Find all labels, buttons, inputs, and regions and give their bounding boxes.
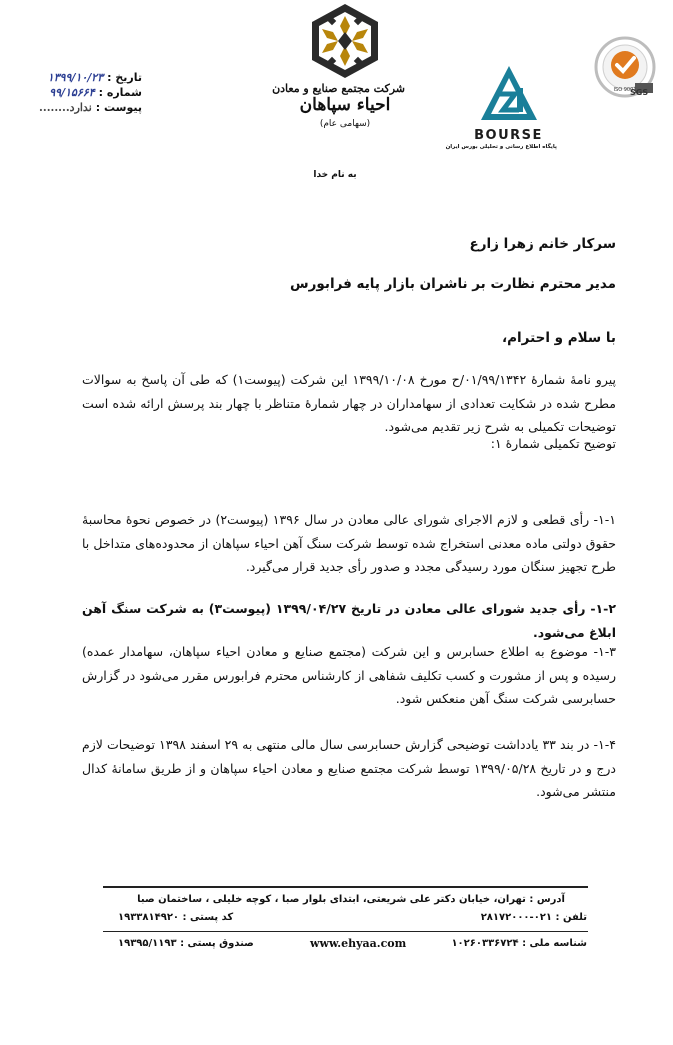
greeting: با سلام و احترام،: [502, 330, 616, 346]
bourse-logo: [445, 64, 557, 161]
footer-postal-code: کد پستی : ۱۹۳۳۸۱۴۹۲۰: [118, 912, 234, 923]
bismillah: به نام خدا: [313, 170, 357, 180]
footer-address: آدرس : تهران، خیابان دکتر علی شریعتی، ابتدای بلوار صبا ، کوچه خلیلی ، ساختمان صبا: [137, 894, 565, 905]
number-value: ۹۹/۱۵۶۶۴: [49, 86, 95, 99]
date-row: [12, 70, 142, 85]
paragraph-1-1: ۱-۱- رأی قطعی و لازم الاجرای شورای عالی معادن در سال ۱۳۹۶ (پیوست۲) در خصوص نحوهٔ محاسبهٔ حقوق دولتی ماده معدنی استخراج شده توسط شرکت سنگ آهن احیاء سپاهان از محدوده‌های متداخل با طرح تجهیز سنگان مورد رسیدگی مجدد و صدور رأی جدید قرار می‌گیرد.: [82, 512, 616, 574]
footer-po-box: صندوق پستی : ۱۹۳۹۵/۱۱۹۳: [118, 938, 254, 949]
date-value: ۱۳۹۹/۱۰/۲۳: [47, 71, 104, 84]
number-row: [12, 85, 142, 100]
recipient-name: سرکار خانم زهرا زارع: [469, 236, 616, 252]
paragraph-1-2: ۱-۲- رأی جدید شورای عالی معادن در تاریخ ۱۳۹۹/۰۴/۲۷ (پیوست۳) به شرکت سنگ آهن ابلاغ می‌شود.: [82, 601, 616, 640]
paragraph-intro: پیرو نامهٔ شمارهٔ ۰۱/۹۹/۱۳۴۲/ح مورخ ۱۳۹۹/۱۰/۰۸ این شرکت (پیوست۱) که طی آن پاسخ به سوالات مطرح شده در شکایت تعدادی از سهامداران در چهار شمارهٔ متناظر با چهار بند پرسش ارائه شده است توضیحات تکمیلی به شرح زیر تقدیم می‌شود.: [82, 372, 616, 434]
company-logo: [272, 2, 405, 162]
sgs-iso-text: ISO 9001: [613, 87, 637, 93]
attachment-row: [12, 100, 142, 115]
attachment-label: پیوست :: [95, 101, 142, 114]
company-name-line2: احیاء سپاهان: [299, 95, 391, 115]
recipient-position: مدیر محترم نظارت بر ناشران بازار پایه فرابورس: [290, 276, 616, 292]
company-type: (سهامی عام): [319, 119, 371, 129]
footer-phone: تلفن : ۰۲۱-۲۸۱۷۲۰۰۰: [480, 912, 587, 923]
paragraph-1-4: ۱-۴- در بند ۳۳ یادداشت توضیحی گزارش حسابرسی سال مالی منتهی به ۲۹ اسفند ۱۳۹۸ توضیحات لازم درج و در تاریخ ۱۳۹۹/۰۵/۲۸ توسط شرکت مجتمع صنایع و معادن احیاء سپاهان و از طریق سامانهٔ کدال منتشر می‌شود.: [82, 737, 616, 799]
company-emblem-icon: [308, 2, 382, 80]
date-label: تاریخ :: [107, 71, 142, 84]
attachment-value: ندارد........: [39, 101, 92, 114]
letter-meta: [12, 70, 142, 115]
footer-national-id: شناسه ملی : ۱۰۲۶۰۳۳۶۷۲۴: [451, 938, 587, 949]
sgs-label: SGS: [630, 88, 649, 97]
bourse-emblem-icon: [479, 64, 539, 126]
bourse-subtitle: پایگاه اطلاع رسانی و تحلیلی بورس ایران: [445, 144, 557, 150]
page-bottom-margin: [0, 975, 673, 1045]
footer-website[interactable]: www.ehyaa.com: [310, 937, 407, 950]
bourse-wordmark: BOURSE: [474, 128, 543, 143]
number-label: شماره :: [98, 86, 142, 99]
paragraph-1-3: ۱-۳- موضوع به اطلاع حسابرس و این شرکت (مجتمع صنایع و معادن احیاء سپاهان، سهامدار عمده) رسیده و پس از مشورت و کسب تکلیف شفاهی از کارشناس محترم فرابورس مقرر می‌شود در گزارش حسابرسی شرکت سنگ آهن منعکس شود.: [82, 644, 616, 706]
company-name-line1: شرکت مجتمع صنایع و معادن: [272, 82, 405, 95]
section-heading: توضیح تکمیلی شمارهٔ ۱:: [490, 436, 616, 451]
footer-divider-top: [103, 886, 588, 888]
footer-divider-mid: [103, 931, 588, 932]
